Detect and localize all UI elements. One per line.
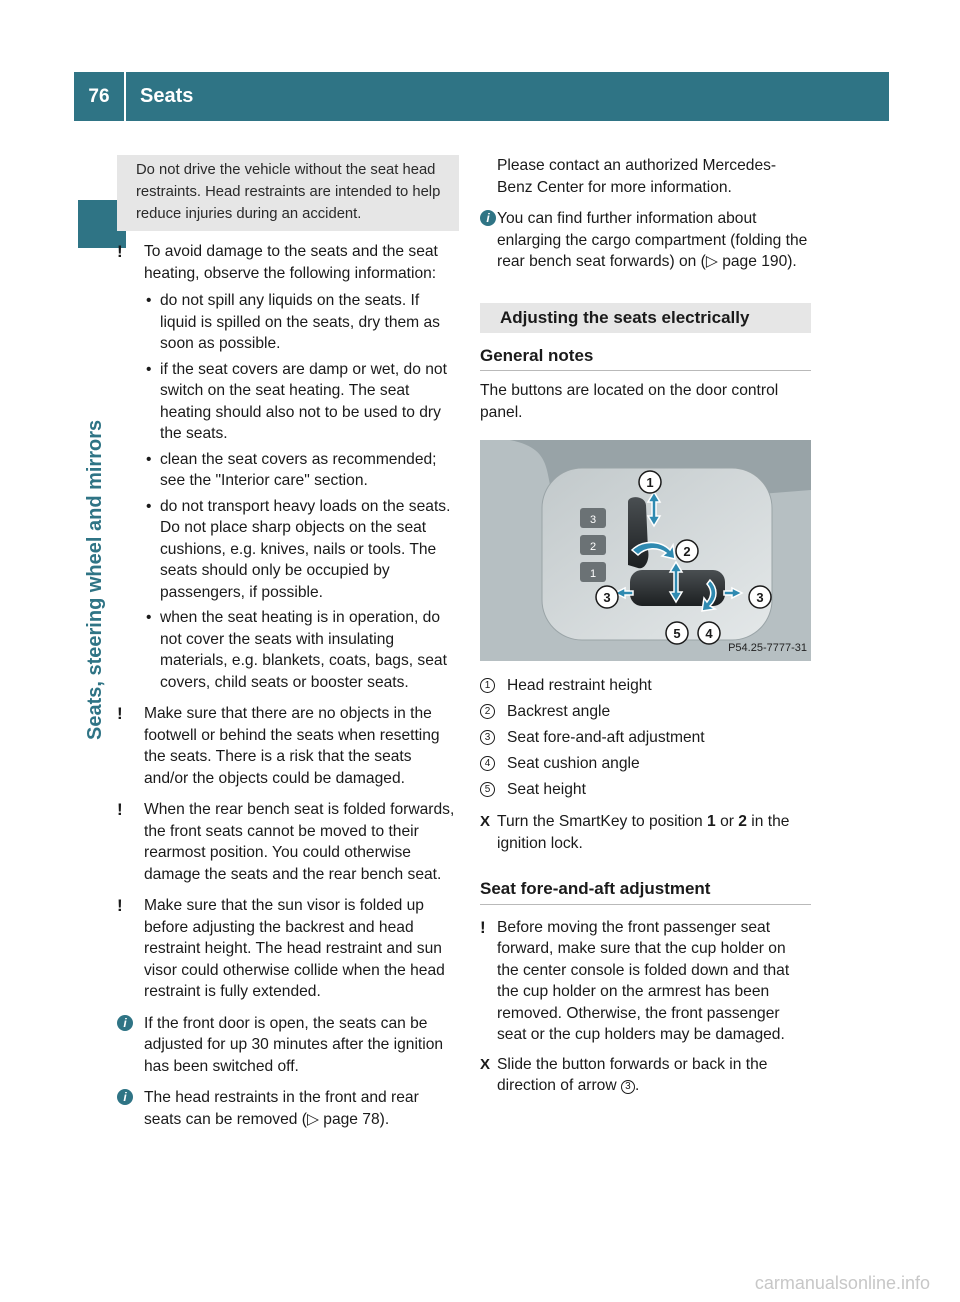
step-text: or <box>715 813 739 830</box>
legend-number: 2 <box>480 704 495 719</box>
legend-number: 4 <box>480 756 495 771</box>
list-item: • clean the seat covers as recommended; see the "Interior care" section. <box>144 449 459 492</box>
info-head-restraints <box>117 1087 459 1130</box>
general-notes-heading: General notes <box>480 345 811 372</box>
step-text: Slide the button forwards or back in the direction of arrow <box>497 1055 768 1094</box>
left-column <box>117 155 459 1130</box>
section-title: Adjusting the seats electrically <box>480 303 811 333</box>
callout-label: 2 <box>683 544 691 559</box>
info-front-door <box>117 1013 459 1078</box>
page-title: Seats <box>140 85 194 107</box>
memory-label: 1 <box>589 568 597 580</box>
step-smartkey <box>480 811 811 854</box>
callout-label: 5 <box>673 626 681 641</box>
note-text: Make sure that the sun visor is folded up before adjusting the backrest and head restraint height. The head restraint and sun visor could otherwise collide when the head restraint is fully extended. <box>144 897 445 1000</box>
warning-marker: ! <box>117 896 123 915</box>
step-marker: X <box>480 1055 491 1073</box>
general-notes-text: The buttons are located on the door control panel. <box>480 382 779 421</box>
note-rear-bench <box>117 799 459 885</box>
legend-item <box>480 751 811 777</box>
right-column <box>480 155 811 1097</box>
fore-aft-heading: Seat fore-and-aft adjustment <box>480 878 811 905</box>
list-item: • when the seat heating is in operation, do not cover the seats with insulating materials, e.g. blankets, coats, bags, seat covers, child seats or booster seats. <box>144 607 459 693</box>
arrow-reference: 3 <box>621 1080 635 1094</box>
callout-label: 1 <box>646 475 654 490</box>
callout-label: 4 <box>705 626 713 641</box>
step-slide-button <box>480 1054 811 1097</box>
legend-number: 1 <box>480 678 495 693</box>
callout-label: 3 <box>603 590 611 605</box>
warning-box: Do not drive the vehicle without the seat head restraints. Head restraints are intended to help reduce injuries during an accident. <box>117 155 459 231</box>
legend-label: Seat cushion angle <box>507 755 640 772</box>
info-icon: i <box>117 1089 133 1105</box>
step-text: . <box>634 1077 640 1094</box>
warning-marker: ! <box>480 917 486 937</box>
watermark: carmanualsonline.info <box>754 1273 930 1293</box>
contact-text: Please contact an authorized Mercedes-Benz Center for more information. <box>497 157 777 196</box>
info-icon: i <box>117 1015 133 1031</box>
step-position: 1 <box>707 813 716 830</box>
seat-controls-figure <box>480 440 811 661</box>
memory-label: 2 <box>589 541 597 553</box>
note-sun-visor <box>117 895 459 1003</box>
legend-item <box>480 699 811 725</box>
figure-code: P54.25-7777-31 <box>728 641 807 654</box>
list-item: • if the seat covers are damp or wet, do not switch on the seat heating. The seat heating should also not to be used to dry the seats. <box>144 359 459 445</box>
list-item: • do not transport heavy loads on the seats. Do not place sharp objects on the seat cushions, e.g. knives, nails or tools. The seats should only be occupied by passengers, if possible. <box>144 496 459 604</box>
warning-marker: ! <box>117 704 123 723</box>
side-tab-label: Seats, steering wheel and mirrors <box>84 419 106 740</box>
step-text: in the ignition lock. <box>497 813 790 852</box>
legend-item <box>480 777 811 803</box>
info-cargo <box>480 208 811 273</box>
legend-number: 5 <box>480 782 495 797</box>
note-intro: To avoid damage to the seats and the seat heating, observe the following information: <box>144 243 438 282</box>
warning-marker: ! <box>117 242 123 261</box>
legend-label: Seat fore-and-aft adjustment <box>507 729 705 746</box>
step-position: 2 <box>738 813 747 830</box>
legend-label: Backrest angle <box>507 703 611 720</box>
backrest-switch[interactable] <box>628 497 648 568</box>
memory-label: 3 <box>589 514 597 526</box>
warning-marker: ! <box>117 800 123 819</box>
legend-item <box>480 725 811 751</box>
legend-list <box>480 673 811 803</box>
bullet-list <box>144 290 459 693</box>
step-text: Turn the SmartKey to position <box>497 813 708 830</box>
info-text: If the front door is open, the seats can be adjusted for up 30 minutes after the ignition has been switched off. <box>144 1014 444 1075</box>
note-text: Before moving the front passenger seat forward, make sure that the cup holder on the center console is folded down and that the cup holder on the armrest has been removed. Otherwise, the front passenger seat or the cup holders may be damaged. <box>497 918 790 1043</box>
info-text: You can find further information about enlarging the cargo compartment (folding the rear bench seat forwards) on (▷ page 190). <box>497 210 808 270</box>
note-cup-holder <box>480 917 811 1046</box>
note-footwell <box>117 703 459 789</box>
step-marker: X <box>480 813 491 830</box>
legend-label: Head restraint height <box>507 677 652 694</box>
legend-label: Seat height <box>507 781 586 798</box>
callout-label: 3 <box>756 590 764 605</box>
seat-controls-illustration <box>480 440 811 661</box>
note-text: Make sure that there are no objects in the footwell or behind the seats when resetting the seats. There is a risk that the seats and/or the objects could be damaged. <box>144 705 440 787</box>
page-number: 76 <box>74 72 126 121</box>
info-icon: i <box>480 210 496 226</box>
header-bar <box>74 72 889 121</box>
control-panel <box>542 468 772 640</box>
info-text: The head restraints in the front and rear seats can be removed (▷ page 78). <box>144 1089 419 1128</box>
note-text: When the rear bench seat is folded forwards, the front seats cannot be moved to their rearmost position. You could otherwise damage the seats and the rear bench seat. <box>144 801 455 883</box>
legend-number: 3 <box>480 730 495 745</box>
legend-item <box>480 673 811 699</box>
list-item: • do not spill any liquids on the seats. If liquid is spilled on the seats, dry them as soon as possible. <box>144 290 459 355</box>
note-seat-damage <box>117 241 459 693</box>
